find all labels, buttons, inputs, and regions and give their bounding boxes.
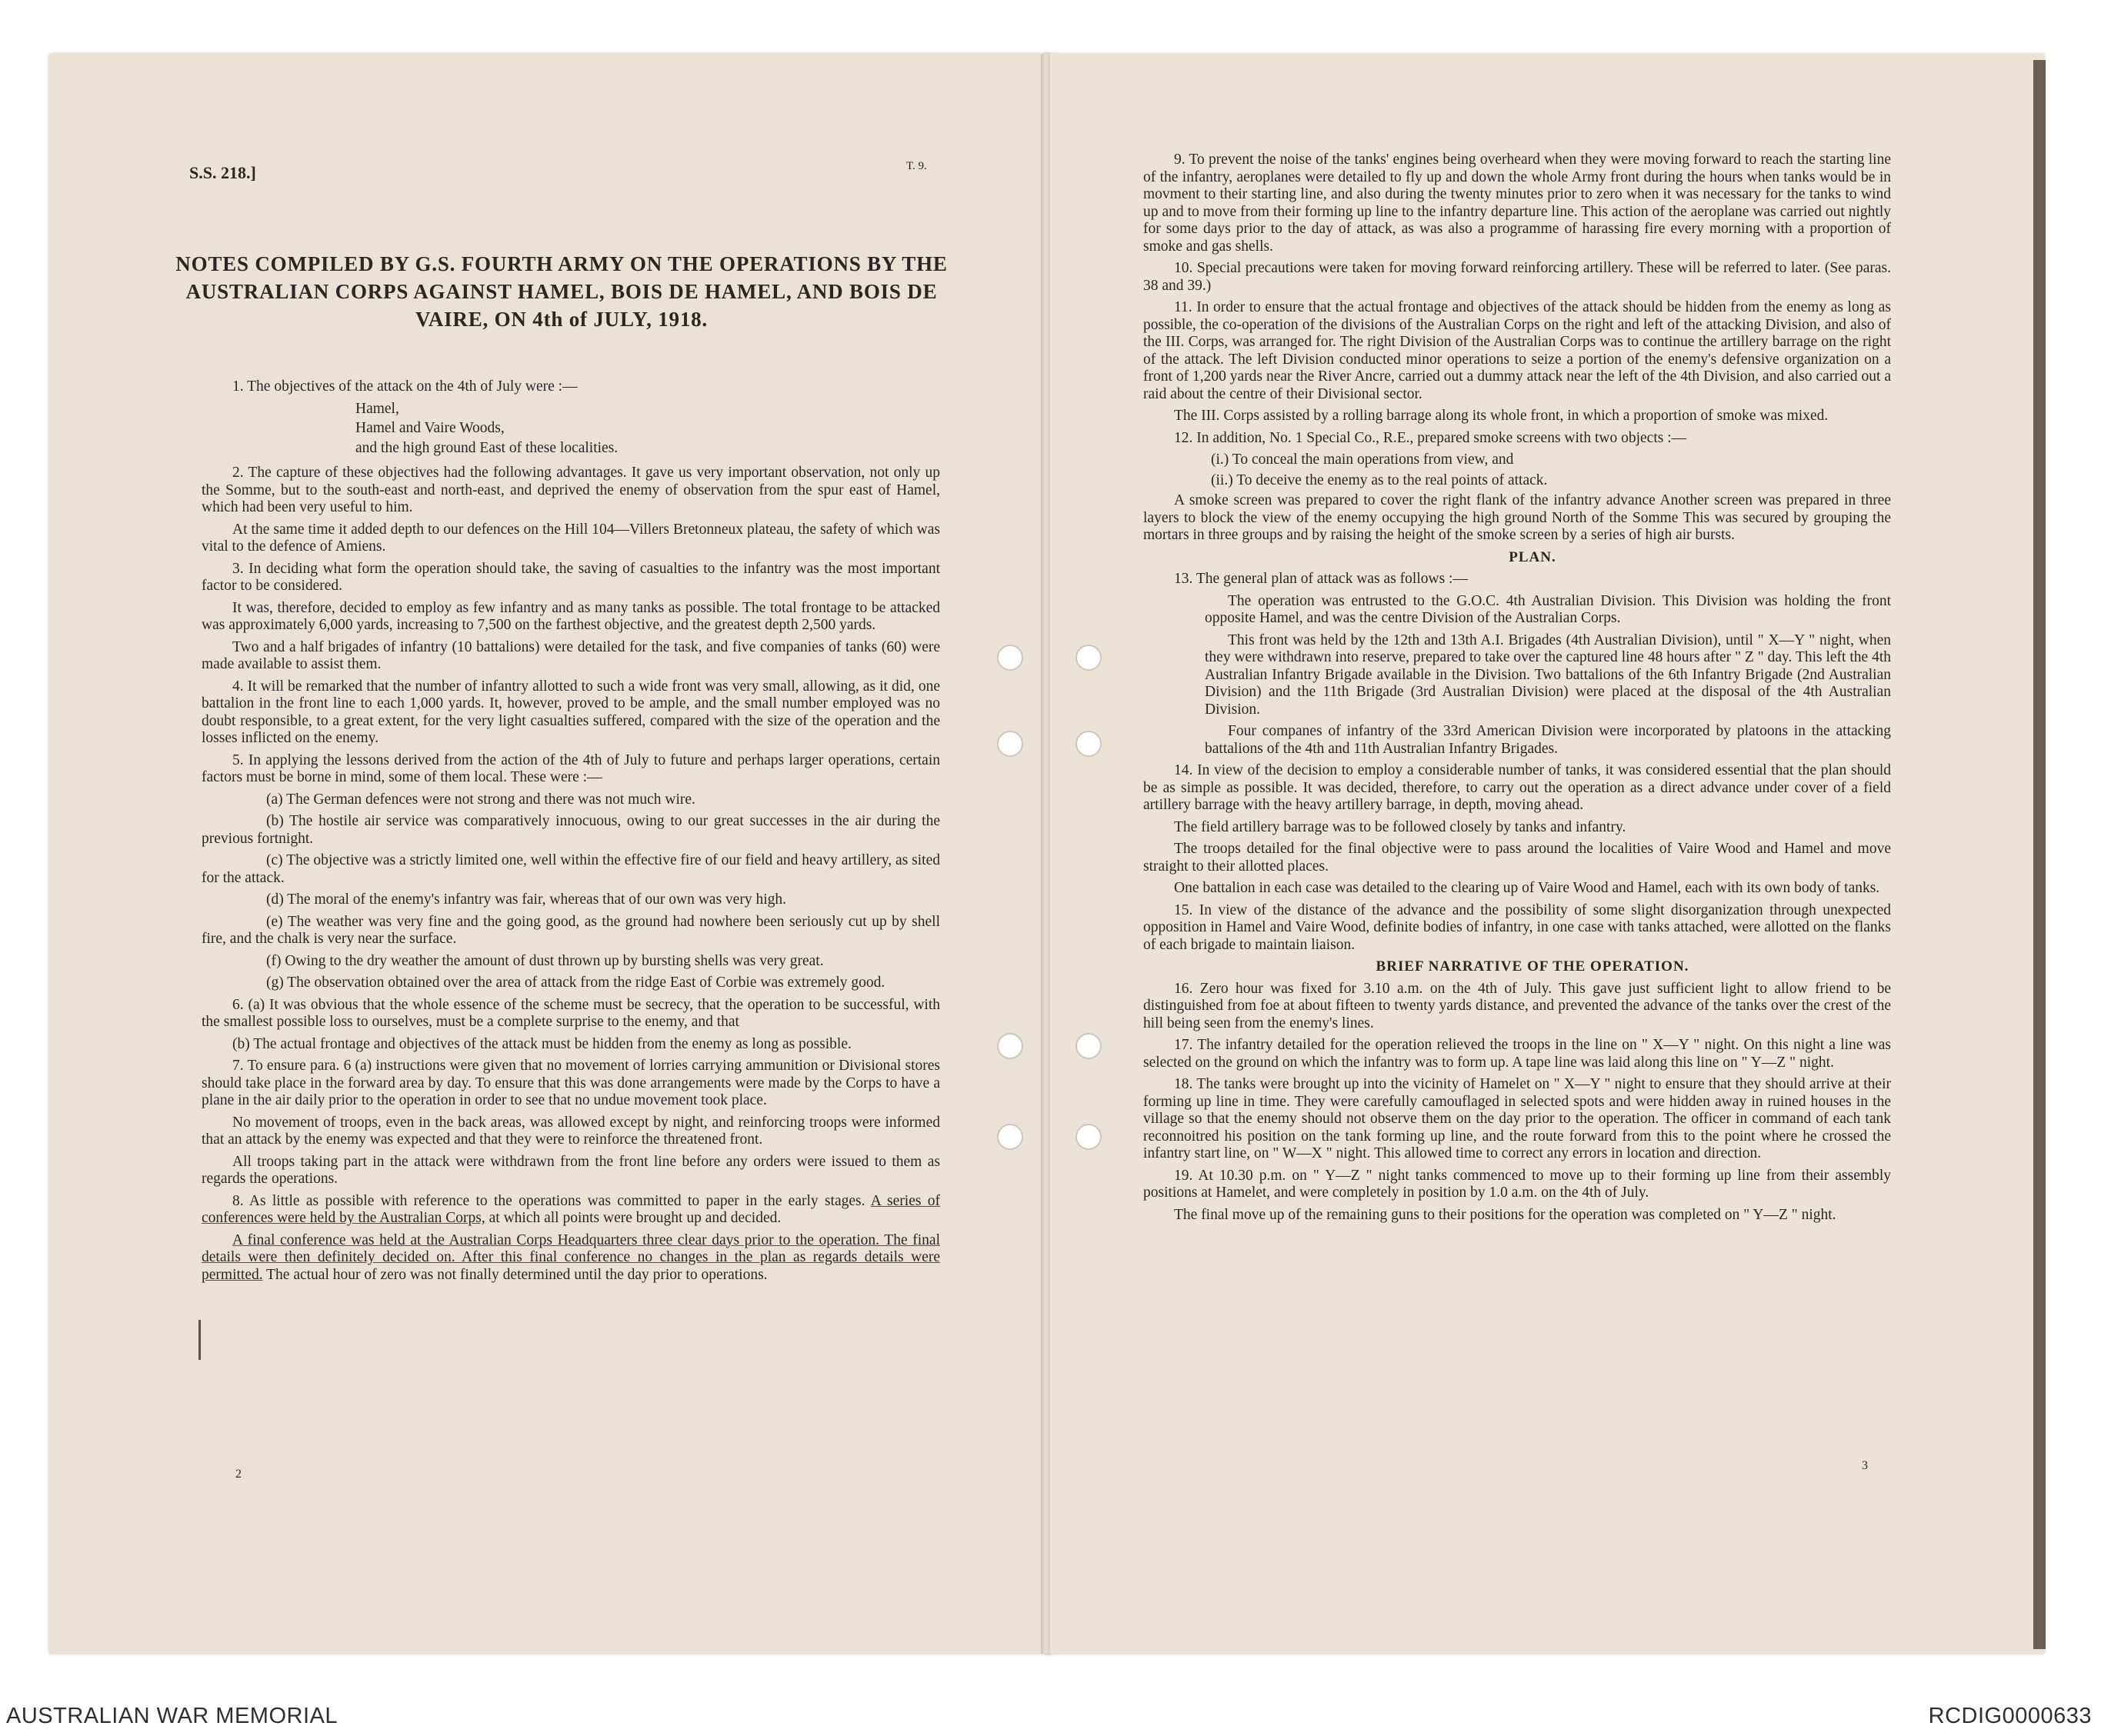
paragraph: (b) The actual frontage and objectives of the attack must be hidden from the enemy as long as possible. bbox=[232, 1035, 852, 1052]
objective-item: and the high ground East of these localities. bbox=[355, 439, 619, 456]
factor-item: (g) The observation obtained over the area of attack from the ridge East of Corbie was extremely good. bbox=[266, 975, 885, 991]
paragraph: Two and a half brigades of infantry (10 battalions) were detailed for the task, and five companies of tanks (60) were made available to assist them. bbox=[202, 638, 940, 672]
paragraph: 18. The tanks were brought up into the vicinity of Hamelet on " X—Y " night to ensure that they should arrive at their forming up line in time. They were carefully camouflaged in selected spots and were hidden away in ruined houses in the village so that the enemy should not observe them on the day prior to the operation. The officer in command of each tank reconnoitred his position on the tank forming up line, and the route forward from this to the point where he crossed the infantry start line, on " W—X " night. This allowed time to correct any errors in location and direction. bbox=[1143, 1076, 1891, 1161]
paragraph: 7. To ensure para. 6 (a) instructions were given that no movement of lorries carrying ammunition or Divisional stores should take place in the forward area by day. To ensure that this was done arrangements were made by the Corps to have a plane in the air daily prior to the operation in order to see that no undue movement took place. bbox=[202, 1058, 940, 1108]
paragraph: 6. (a) It was obvious that the whole essence of the scheme must be secrecy, that the operation to be successful, with the smallest possible loss to ourselves, must be a complete surprise to the enemy, and that bbox=[202, 996, 940, 1030]
paragraph: 19. At 10.30 p.m. on " Y—Z " night tanks commenced to move up to their forming up line from their assembly positions at Hamelet, and were completely in position by 1.0 a.m. on the 4th of July. bbox=[1143, 1167, 1891, 1201]
underlined-text: A final conference was held at the Australian Corps Headquarters three clear days prior to the operation. The final details were then definitely decided on. After this final conference no changes in the plan as regards details were permitted. bbox=[202, 1231, 940, 1283]
paragraph: It was, therefore, decided to employ as few infantry and as many tanks as possible. The total frontage to be attacked was approximately 6,000 yards, increasing to 7,500 on the farthest objective, and the greatest depth 2,500 yards. bbox=[202, 599, 940, 633]
book-gutter bbox=[1041, 54, 1050, 1654]
page-number: 2 bbox=[235, 1468, 242, 1481]
margin-mark bbox=[198, 1320, 201, 1360]
page-edge bbox=[2033, 60, 2046, 1649]
paragraph: 16. Zero hour was fixed for 3.10 a.m. on the 4th of July. This gave just sufficient light to allow friend to be distinguished from foe at about fifteen to twenty yards distance, and prevented the advance of the tanks over the crest of the hill being seen from the enemy's lines. bbox=[1143, 980, 1891, 1031]
paragraph bbox=[202, 1193, 940, 1228]
paragraph: The field artillery barrage was to be followed closely by tanks and infantry. bbox=[1174, 818, 1626, 835]
paragraph: 11. In order to ensure that the actual frontage and objectives of the attack should be hidden from the enemy as long as possible, the co-operation of the divisions of the Australian Corps on the right and left of the attacking Division, and also of the III. Corps, was arranged for. The right Division of the Australian Corps was to continue the artillery barrage on the right of the attack. The left Division conducted minor operations to seize a portion of the enemy's defensive organization on a front of 1,200 yards near the River Ancre, carried out a dummy attack near the left of the 4th Division, and also carried out a raid about the centre of their Divisional sector. bbox=[1143, 299, 1891, 402]
series-code: S.S. 218.] bbox=[189, 163, 256, 182]
page-number: 3 bbox=[1862, 1459, 1868, 1472]
factor-item: (c) The objective was a strictly limited one, well within the effective fire of our field and heavy artillery, as sited for the attack. bbox=[202, 852, 940, 886]
paragraph bbox=[202, 1232, 940, 1285]
left-page-body bbox=[202, 378, 940, 1288]
paragraph: 4. It will be remarked that the number of infantry allotted to such a wide front was very small, allowing, as it did, one battalion in the front line to each 1,000 yards. It, however, proved to be ample, and the small number employed was no doubt responsible, to a great extent, for the very light casualties suffered, compared with the size of the operation and the losses inflicted on the enemy. bbox=[202, 678, 940, 746]
paragraph: 2. The capture of these objectives had the following advantages. It gave us very important observation, not only up the Somme, but to the south-east and north-east, and deprived the enemy of observation from the spur east of Hamel, which had been very useful to him. bbox=[202, 465, 940, 515]
punch-hole bbox=[1076, 1033, 1102, 1059]
reference-code: T. 9. bbox=[906, 160, 927, 172]
paragraph: One battalion in each case was detailed to the clearing up of Vaire Wood and Hamel, each with its own body of tanks. bbox=[1174, 880, 1880, 896]
factor-item: (e) The weather was very fine and the going good, as the ground had nowhere been seriously cut up by shell fire, and the chalk is very near the surface. bbox=[202, 913, 940, 947]
paragraph: The final move up of the remaining guns to their positions for the operation was completed on " Y—Z " night. bbox=[1174, 1206, 1836, 1223]
text-run: at which all points were brought up and decided. bbox=[485, 1210, 782, 1226]
paragraph: 13. The general plan of attack was as follows :— bbox=[1174, 571, 1468, 587]
paragraph: No movement of troops, even in the back areas, was allowed except by night, and reinforcing troops were informed that an attack by the enemy was expected and that they were to reinforce the threatened front. bbox=[202, 1114, 940, 1148]
section-heading: BRIEF NARRATIVE OF THE OPERATION. bbox=[1376, 958, 1689, 975]
underlined-text: A series of conferences were held by the Australian Corps, bbox=[202, 1192, 940, 1226]
punch-hole bbox=[997, 1124, 1023, 1150]
paragraph: 3. In deciding what form the operation should take, the saving of casualties to the infantry was the most important factor to be considered. bbox=[202, 560, 940, 594]
factor-item: (a) The German defences were not strong and there was not much wire. bbox=[266, 791, 695, 808]
paragraph: The III. Corps assisted by a rolling barrage along its whole front, in which a proportion of smoke was mixed. bbox=[1174, 408, 1829, 424]
paragraph: 17. The infantry detailed for the operation relieved the troops in the line on " X—Y " night. On this night a line was selected on the ground on which the infantry was to form up. A tape line was laid along this line on " Y—Z " night. bbox=[1143, 1037, 1891, 1071]
objective-item: Hamel, bbox=[355, 400, 399, 417]
paragraph: All troops taking part in the attack were withdrawn from the front line before any orders were issued to them as regards the operations. bbox=[202, 1153, 940, 1187]
paragraph: A smoke screen was prepared to cover the right flank of the infantry advance Another screen was prepared in three layers to block the view of the enemy occupying the high ground North of the Somme This was secured by grouping the mortars in three groups and by raising the height of the smoke screen by a series of high air bursts. bbox=[1143, 492, 1891, 543]
punch-hole bbox=[997, 1033, 1023, 1059]
object-item: (ii.) To deceive the enemy as to the real points of attack. bbox=[1211, 471, 1548, 488]
object-item: (i.) To conceal the main operations from view, and bbox=[1211, 451, 1514, 468]
factor-item: (b) The hostile air service was comparatively innocuous, owing to our great successes in the air during the previous fortnight. bbox=[202, 813, 940, 847]
punch-hole bbox=[1076, 645, 1102, 671]
paragraph: 5. In applying the lessons derived from the action of the 4th of July to future and perhaps larger operations, certain factors must be borne in mind, some of them local. These were :— bbox=[202, 751, 940, 785]
footer-institution: AUSTRALIAN WAR MEMORIAL bbox=[6, 1704, 338, 1728]
factor-item: (f) Owing to the dry weather the amount of dust thrown up by bursting shells was very great. bbox=[266, 952, 824, 969]
right-page-body bbox=[1143, 152, 1891, 1228]
text-run: The actual hour of zero was not finally determined until the day prior to operations. bbox=[262, 1266, 768, 1283]
paragraph: 14. In view of the decision to employ a considerable number of tanks, it was considered essential that the plan should be as simple as possible. It was decided, therefore, to carry out the operation as a direct advance under cover of a field artillery barrage with the heavy artillery barrage, in depth, moving ahead. bbox=[1143, 762, 1891, 813]
objective-item: Hamel and Vaire Woods, bbox=[355, 420, 505, 436]
text-run: 8. As little as possible with reference to the operations was committed to paper in the early stages. bbox=[232, 1192, 871, 1209]
paragraph: Four companes of infantry of the 33rd American Division were incorporated by platoons in the attacking battalions of the 4th and 11th Australian Infantry Brigades. bbox=[1205, 723, 1891, 757]
punch-hole bbox=[997, 731, 1023, 757]
section-heading: PLAN. bbox=[1509, 548, 1556, 565]
paragraph: This front was held by the 12th and 13th A.I. Brigades (4th Australian Division), until " X—Y " night, when they were withdrawn into reserve, prepared to take over the captured line 48 hours after " Z " day. This left the 4th Australian Infantry Brigade available in the Division. Two battalions of the 6th Infantry Brigade (2nd Australian Division) and the 11th Brigade (3rd Australian Division) were placed at the disposal of the 4th Australian Division. bbox=[1205, 631, 1891, 718]
paragraph: 10. Special precautions were taken for moving forward reinforcing artillery. These will be referred to later. (See paras. 38 and 39.) bbox=[1143, 260, 1891, 294]
paragraph: The troops detailed for the final objective were to pass around the localities of Vaire Wood and Hamel and move straight to their allotted places. bbox=[1143, 841, 1891, 875]
paragraph: 9. To prevent the noise of the tanks' engines being overheard when they were moving forward to reach the starting line of the infantry, aeroplanes were detailed to fly up and down the whole Army front during the hours when tanks would be in movment to their starting line, and also during the twenty minutes prior to zero when it was necessary for the tanks to wind up and to move from their forming up line to the infantry departure line. This action of the aeroplane was carried out nightly for some days prior to the day of attack, as was also a programme of harassing fire every morning with a proportion of smoke and gas shells. bbox=[1143, 152, 1891, 255]
footer-record-id: RCDIG0000633 bbox=[1928, 1704, 2092, 1728]
paragraph: 1. The objectives of the attack on the 4th of July were :— bbox=[232, 378, 578, 395]
factor-item: (d) The moral of the enemy's infantry was fair, whereas that of our own was very high. bbox=[266, 891, 786, 908]
paragraph: At the same time it added depth to our defences on the Hill 104—Villers Bretonneux plateau, the safety of which was vital to the defence of Amiens. bbox=[202, 521, 940, 555]
paragraph: The operation was entrusted to the G.O.C. 4th Australian Division. This Division was holding the front opposite Hamel, and was the centre Division of the Australian Corps. bbox=[1205, 592, 1891, 626]
paragraph: 15. In view of the distance of the advance and the possibility of some slight disorganization through unexpected opposition in Hamel and Vaire Wood, definite bodies of infantry, in one case with tanks attached, were allotted on the flanks of each brigade to maintain liaison. bbox=[1143, 901, 1891, 953]
punch-hole bbox=[1076, 731, 1102, 757]
document-title: NOTES COMPILED BY G.S. FOURTH ARMY ON THE OPERATIONS BY THE AUSTRALIAN CORPS AGAINST HAMEL, BOIS DE HAMEL, AND BOIS DE VAIRE, ON 4th of JULY, 1918. bbox=[175, 252, 948, 331]
punch-hole bbox=[997, 645, 1023, 671]
punch-hole bbox=[1076, 1124, 1102, 1150]
paragraph: 12. In addition, No. 1 Special Co., R.E., prepared smoke screens with two objects :— bbox=[1174, 429, 1687, 446]
